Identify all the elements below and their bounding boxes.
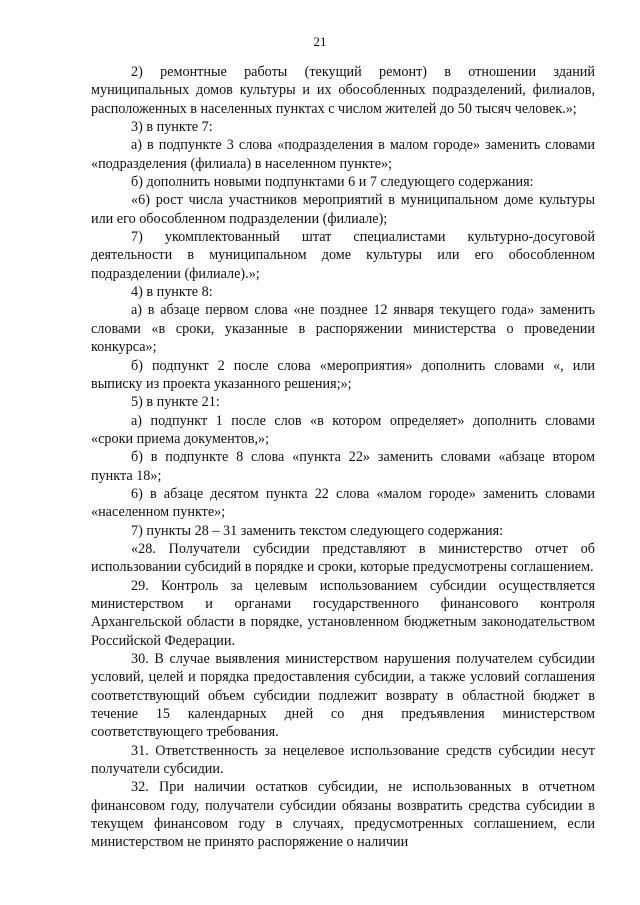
paragraph-item-3-point-7: 3) в пункте 7: — [131, 119, 213, 136]
paragraph-subitem-a-point-7: а) в подпункте 3 слова «подразделения в малом городе» заменить словами «подразделения (филиала) в населенном пункте»; — [91, 137, 595, 172]
paragraph-point-31: 31. Ответственность за нецелевое использование средств субсидии несут получатели субсидии. — [91, 742, 595, 778]
paragraph-subitem-b-point-8: б) подпункт 2 после слова «мероприятия» дополнить словами «, или выписку из проекта указанного решения;»; — [91, 357, 595, 392]
paragraph-point-32: 32. При наличии остатков субсидии, не использованных в отчетном финансовом году, получатели субсидии обязаны возвратить средства субсидии в текущем финансовом году в случаях, предусмотренных соглашением, если министерством не принято распоряжение о наличии — [91, 779, 595, 851]
paragraph-item-7-points-28-31: 7) пункты 28 – 31 заменить текстом следующего содержания: — [131, 522, 504, 539]
paragraph-point-28: «28. Получатели субсидии представляют в министерство отчет об использовании субсидий в порядке и сроки, которые предусмотрены соглашением. — [91, 540, 595, 576]
paragraph-new-subitem-6: «6) рост числа участников мероприятий в муниципальном доме культуры или его обособленном подразделении (филиале); — [91, 192, 595, 227]
document-body — [91, 63, 595, 852]
paragraph-new-subitem-7: 7) укомплектованный штат специалистами культурно-досуговой деятельности в муниципальном доме культуры или его обособленном подразделении (филиале).»; — [91, 229, 595, 282]
paragraph-item-6-point-22: 6) в абзаце десятом пункта 22 слова «малом городе» заменить словами «населенном пункте»; — [91, 485, 595, 521]
paragraph-item-5-point-21: 5) в пункте 21: — [131, 394, 220, 411]
paragraph-subitem-a-point-21: а) подпункт 1 после слов «в котором определяет» дополнить словами «сроки приема документов,»; — [91, 412, 595, 447]
page-number: 21 — [313, 34, 327, 49]
paragraph-subitem-b-point-21: б) в подпункте 8 слова «пункта 22» заменить словами «абзаце втором пункта 18»; — [91, 449, 595, 484]
paragraph-point-30: 30. В случае выявления министерством нарушения получателем субсидии условий, целей и порядка предоставления субсидии, а также условий соглашения соответствующий объем субсидии подлежит возврату в областной бюджет в течение 15 календарных дней со дня предъявления министерством соответствующего требования. — [91, 651, 595, 741]
paragraph-subitem-a-point-8: а) в абзаце первом слова «не позднее 12 января текущего года» заменить словами «в сроки, указанные в распоряжении министерства о проведении конкурса»; — [91, 302, 595, 356]
paragraph-item-2-repair-works: 2) ремонтные работы (текущий ремонт) в отношении зданий муниципальных домов культуры и их обособленных подразделений, филиалов, расположенных в населенных пунктах с числом жителей до 50 тысяч человек.»; — [91, 64, 595, 117]
paragraph-point-29: 29. Контроль за целевым использованием субсидии осуществляется министерством и органами государственного финансового контроля Архангельской области в порядке, установленном бюджетным законодательством Российской Федерации. — [91, 577, 595, 649]
paragraph-subitem-b-point-7: б) дополнить новыми подпунктами 6 и 7 следующего содержания: — [131, 174, 534, 191]
paragraph-item-4-point-8: 4) в пункте 8: — [131, 284, 213, 301]
